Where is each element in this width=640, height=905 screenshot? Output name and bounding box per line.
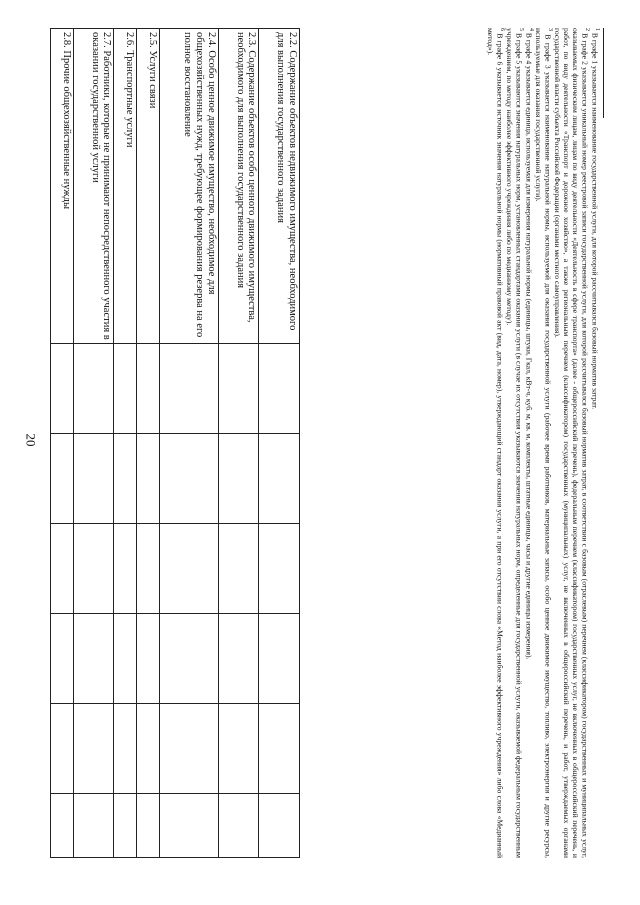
table-cell [114,434,137,524]
cell-row-name: 2.3. Содержание объектов особо ценного движимого имущества, необходимого для выполнения государственного задания [218,29,259,344]
table-row [159,29,218,858]
footnote-number: 3 [546,28,553,31]
table-row [51,29,74,858]
table-cell [159,344,218,434]
table-cell [51,794,74,858]
table-cell [218,614,259,704]
table-cell [51,344,74,434]
table-cell [159,794,218,858]
table-cell [259,794,300,858]
table-cell [259,434,300,524]
footnote-1 [590,28,600,858]
table-cell [114,524,137,614]
table-row [218,29,259,858]
footnote-5 [505,28,524,858]
table-cell [114,614,137,704]
table-cell [259,614,300,704]
page-number: 20 [23,433,39,447]
table-cell [51,434,74,524]
footnote-number: 4 [527,28,534,31]
table-cell [137,344,160,434]
footnote-text: В графе 4 указывается единица, используемая для измерения натуральной нормы (единицы, штуки, Гкал, кВт-ч, куб. м, кв. м, комплекты, штатные единицы, часы и другие единицы измерения). [524,32,534,660]
table-cell [159,524,218,614]
footnote-text: В графе 5 указываются значения натуральных норм, установленных стандартами оказания услуги (в случае их отсутствия указываются значения натуральных норм, определенные для государственной услуги, оказываемой федеральным государственным учреждением, по методу наиболее эффективного учреждения либо по медианному методу). [505,28,524,858]
cell-row-name: 2.4. Особо ценное движимое имущество, необходимое для общехозяйственных нужд, требующее формирования резерва на его полное восстановление [159,29,218,344]
table-cell [73,704,114,794]
footnote-text: В графе 6 указывается источник значения натуральной нормы (нормативный правовой акт (вид, дата, номер), утверждающий стандарт оказания услуги, а при его отсутствии слова «Метод наиболее эффективного учреждения» либо слова «Медианный метод»). [486,28,505,859]
table-cell [159,614,218,704]
table-cell [218,794,259,858]
table-cell [137,434,160,524]
footnote-4 [524,28,534,858]
cell-row-name: 2.8. Прочие общехозяйственные нужды [51,29,74,344]
footnote-2 [553,28,591,858]
table-cell [137,524,160,614]
footnote-text: В графе 1 указывается наименование государственной услуги, для которой рассчитывался базовый норматив затрат. [590,32,600,410]
footnotes [486,28,604,858]
footnote-number: 2 [584,28,591,31]
cell-row-name: 2.2. Содержание объектов недвижимого имущества, необходимого для выполнения государственного задания [259,29,300,344]
table-cell [114,344,137,434]
footnote-number: 5 [517,28,524,31]
table-row [73,29,114,858]
table-cell [259,344,300,434]
footnote-number: 6 [498,28,505,31]
table-cell [73,614,114,704]
table-cell [73,524,114,614]
table-cell [159,434,218,524]
footnote-number: 1 [594,28,600,31]
table-row [259,29,300,858]
table-cell [137,614,160,704]
table-cell [73,344,114,434]
cell-row-name: 2.7. Работники, которые не принимают непосредственного участия в оказании государственной услуги [73,29,114,344]
table-row [137,29,160,858]
footnote-6 [486,28,505,858]
table-cell [137,794,160,858]
table-cell [218,704,259,794]
cell-row-name: 2.5. Услуги связи [137,29,160,344]
table-cell [51,614,74,704]
table-cell [218,344,259,434]
footnote-separator [603,28,604,118]
table-cell [159,704,218,794]
table-cell [73,794,114,858]
table-cell [259,524,300,614]
footnote-3 [534,28,553,858]
table-row [114,29,137,858]
table-cell [259,704,300,794]
table-cell [51,524,74,614]
table-cell [218,434,259,524]
table-cell [137,704,160,794]
cell-row-name: 2.6. Транспортные услуги [114,29,137,344]
table-cell [51,704,74,794]
table-cell [73,434,114,524]
footnote-text: В графе 3 указывается наименование натуральной нормы, используемой для оказания государственной услуги (рабочее время работников, материальные запасы, особо ценное движимое имущество, топливо, электроэнергия и другие ресурсы, используемые для оказания государственной услуги). [533,28,553,858]
table-cell [114,704,137,794]
table-cell [218,524,259,614]
footnote-text: В графе 2 указывается уникальный номер реестровой записи государственной услуги, для которой рассчитывался базовый норматив затрат, в соответствии с базовым (отраслевым) перечнем (классификатором) государственных и муниципальных услуг, оказываемых физическим лицам, лицам по виду деятельности «Деятельность в сфере транспорта» (далее - общероссийский перечень), федеральным перечнем (классификатором) государственных услуг, не включенных в общероссийский перечень, и работ, по виду деятельности «Транспорт и дорожное хозяйство», а также региональным перечнем (классификатором) государственных (муниципальных) услуг, не включенных в общероссийский перечень, и работ, утверждаемых органами государственной власти субъекта Российской Федерации (органами местного самоуправления). [552,28,590,858]
table-cell [114,794,137,858]
table-container [50,28,300,858]
natural-norms-table [50,28,300,858]
